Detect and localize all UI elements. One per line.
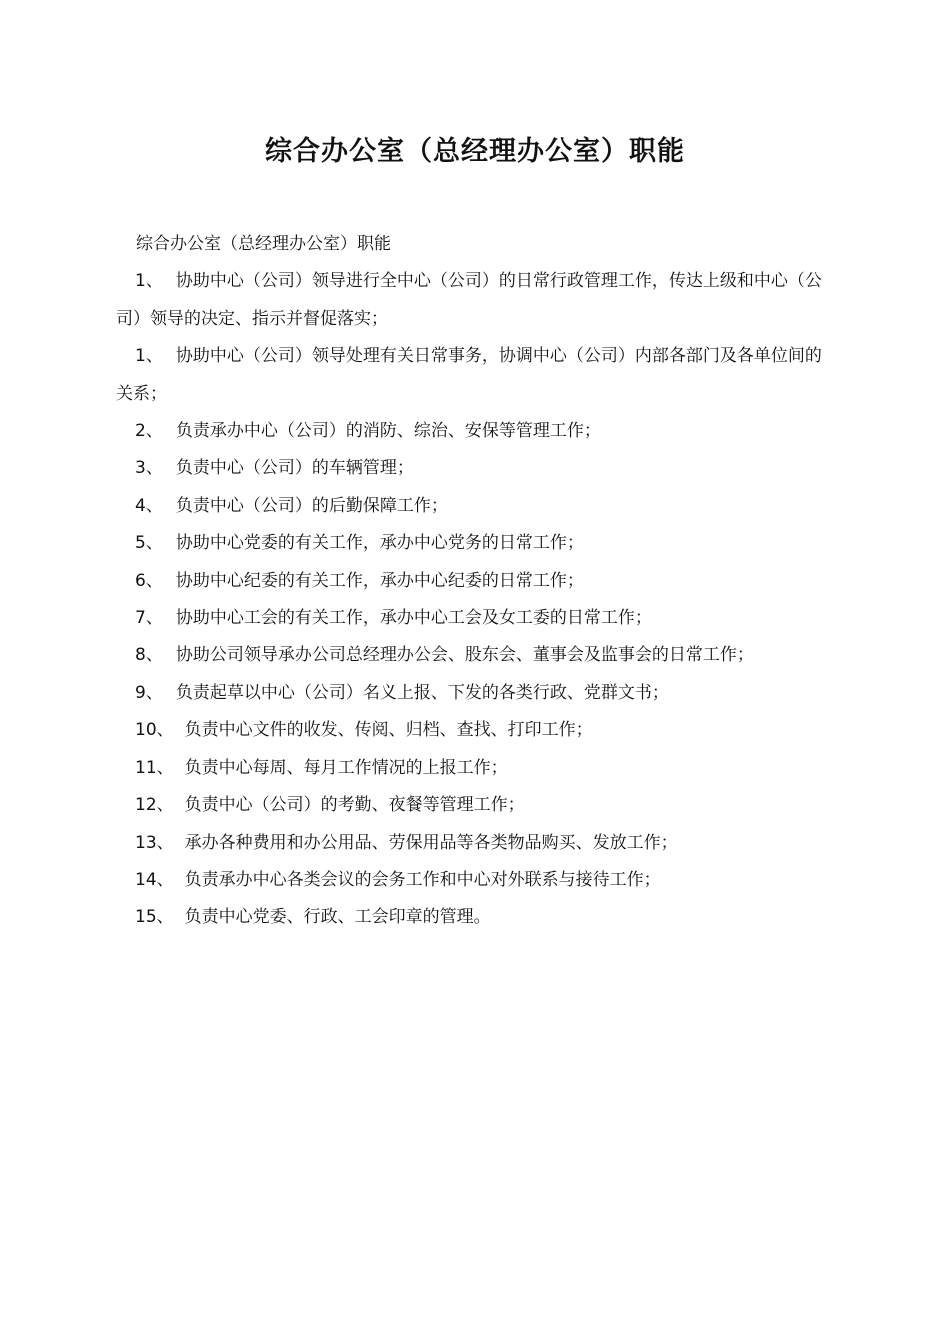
- item-separator: 、: [156, 720, 174, 741]
- item-separator: 、: [145, 608, 163, 629]
- item-text: 负责中心党委、行政、工会印章的管理。: [184, 907, 491, 928]
- item-text: 负责承办中心（公司）的消防、综治、安保等管理工作；: [175, 421, 601, 442]
- item-text: 负责中心（公司）的后勤保障工作；: [175, 495, 448, 516]
- list-item: [116, 338, 836, 413]
- list-item: [116, 899, 836, 936]
- list-item: [116, 862, 836, 899]
- item-separator: 、: [145, 495, 163, 516]
- item-number: 1: [135, 346, 146, 367]
- item-number: 9: [135, 682, 146, 703]
- item-separator: 、: [156, 907, 174, 928]
- list-item: [116, 787, 836, 824]
- list-item: [116, 525, 836, 562]
- item-text: 协助中心党委的有关工作，承办中心党务的日常工作；: [175, 533, 584, 554]
- item-separator: 、: [145, 570, 163, 591]
- item-separator: 、: [156, 832, 174, 853]
- item-number: 15: [135, 907, 157, 928]
- item-text: 负责中心（公司）的考勤、夜餐等管理工作；: [184, 795, 525, 816]
- list-item: [116, 263, 836, 338]
- item-number: 7: [135, 608, 146, 629]
- item-number: 4: [135, 495, 146, 516]
- list-item: [116, 450, 836, 487]
- item-text: 协助中心工会的有关工作，承办中心工会及女工委的日常工作；: [175, 608, 652, 629]
- list-item: [116, 825, 836, 862]
- item-text: 承办各种费用和办公用品、劳保用品等各类物品购买、发放工作；: [184, 832, 678, 853]
- item-number: 12: [135, 795, 157, 816]
- document-title: 综合办公室（总经理办公室）职能: [265, 136, 685, 167]
- document-subtitle: 综合办公室（总经理办公室）职能: [136, 234, 391, 254]
- document-body: [116, 226, 836, 937]
- list-item: [116, 413, 836, 450]
- list-item: [116, 637, 836, 674]
- item-text: 协助公司领导承办公司总经理办公会、股东会、董事会及监事会的日常工作；: [175, 645, 754, 666]
- item-number: 3: [135, 458, 146, 479]
- item-text: 协助中心（公司）领导进行全中心（公司）的日常行政管理工作，传达上级和中心（公司）领导的决定、指示并督促落实；: [116, 271, 822, 329]
- item-text: 协助中心（公司）领导处理有关日常事务，协调中心（公司）内部各部门及各单位间的关系；: [116, 346, 822, 404]
- item-number: 11: [135, 757, 157, 778]
- item-separator: 、: [156, 869, 174, 890]
- list-item: [116, 675, 836, 712]
- list-item: [116, 750, 836, 787]
- item-number: 5: [135, 533, 146, 554]
- item-text: 负责承办中心各类会议的会务工作和中心对外联系与接待工作；: [184, 869, 661, 890]
- item-number: 10: [135, 720, 157, 741]
- list-item: [116, 563, 836, 600]
- item-separator: 、: [145, 458, 163, 479]
- item-number: 14: [135, 869, 157, 890]
- list-item: [116, 712, 836, 749]
- item-text: 负责中心每周、每月工作情况的上报工作；: [184, 757, 508, 778]
- item-separator: 、: [145, 421, 163, 442]
- item-separator: 、: [156, 757, 174, 778]
- item-number: 6: [135, 570, 146, 591]
- item-separator: 、: [145, 533, 163, 554]
- item-number: 8: [135, 645, 146, 666]
- item-text: 协助中心纪委的有关工作，承办中心纪委的日常工作；: [175, 570, 584, 591]
- item-text: 负责中心（公司）的车辆管理；: [175, 458, 414, 479]
- item-separator: 、: [145, 645, 163, 666]
- item-text: 负责起草以中心（公司）名义上报、下发的各类行政、党群文书；: [175, 682, 669, 703]
- item-number: 13: [135, 832, 157, 853]
- list-item: [116, 600, 836, 637]
- item-separator: 、: [145, 271, 163, 292]
- item-number: 2: [135, 421, 146, 442]
- item-separator: 、: [145, 682, 163, 703]
- item-separator: 、: [145, 346, 163, 367]
- item-number: 1: [135, 271, 146, 292]
- list-item: [116, 488, 836, 525]
- item-separator: 、: [156, 795, 174, 816]
- item-text: 负责中心文件的收发、传阅、归档、查找、打印工作；: [184, 720, 593, 741]
